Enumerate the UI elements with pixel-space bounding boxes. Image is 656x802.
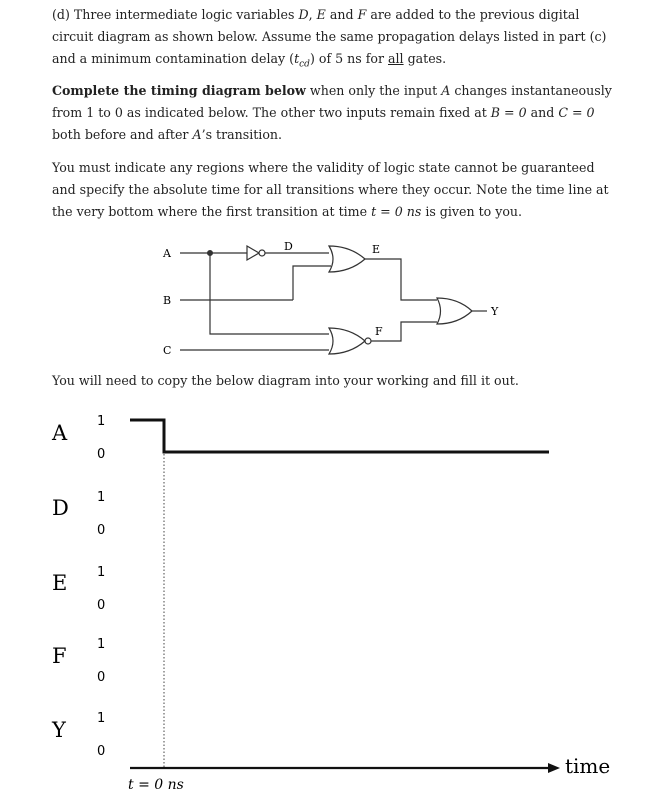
circuit-label-y: Y [491,305,499,318]
level-low-d: 0 [97,523,106,538]
t0-label: t = 0 ns [128,777,184,793]
circuit-label-b: B [163,294,172,307]
instructions-paragraph: You must indicate any regions where the validity of logic state cannot be guaranteed and specify the absolute time for all transitions where they occur. Note the time line at the very bottom where the first transition at time t = 0 ns is given to you. [52,160,609,219]
level-low-y: 0 [97,744,106,759]
signal-label-e: E [52,571,68,595]
signal-label-f: F [52,644,67,668]
task-heading: Complete the timing diagram below [52,83,306,98]
circuit-label-c: C [163,344,172,357]
level-low-f: 0 [97,670,106,685]
level-low-a: 0 [97,447,106,462]
circuit-label-e: E [372,243,381,256]
signal-label-a: A [52,421,68,445]
intro-paragraph: (d) Three intermediate logic variables D, E and F are added to the previous digital circuit diagram as shown below. Assume the same propagation delays listed in part (c) and a minimum contamination delay $(t_{cd})$ of 5 ns for all gates. [52,7,607,70]
level-high-d: 1 [97,490,106,505]
task-paragraph: Complete the timing diagram below when only the input A changes instantaneously from 1 to 0 as indicated below. The other two inputs remain fixed at B = 0 and C = 0 both before and after A’s transition. [52,83,612,142]
level-low-e: 0 [97,598,106,613]
circuit-label-a: A [163,247,171,260]
copy-instruction: You will need to copy the below diagram into your working and fill it out. [52,373,519,388]
level-high-f: 1 [97,637,106,652]
signal-label-d: D [52,496,69,520]
part-label: (d) [52,7,70,22]
level-high-y: 1 [97,711,106,726]
signal-label-y: Y [52,718,66,742]
level-high-e: 1 [97,565,106,580]
level-high-a: 1 [97,414,106,429]
circuit-label-f: F [375,325,383,338]
circuit-label-d: D [284,240,293,253]
waveform-a [130,420,549,452]
time-axis-label: time [565,754,611,778]
time-axis-arrowhead [548,763,560,773]
